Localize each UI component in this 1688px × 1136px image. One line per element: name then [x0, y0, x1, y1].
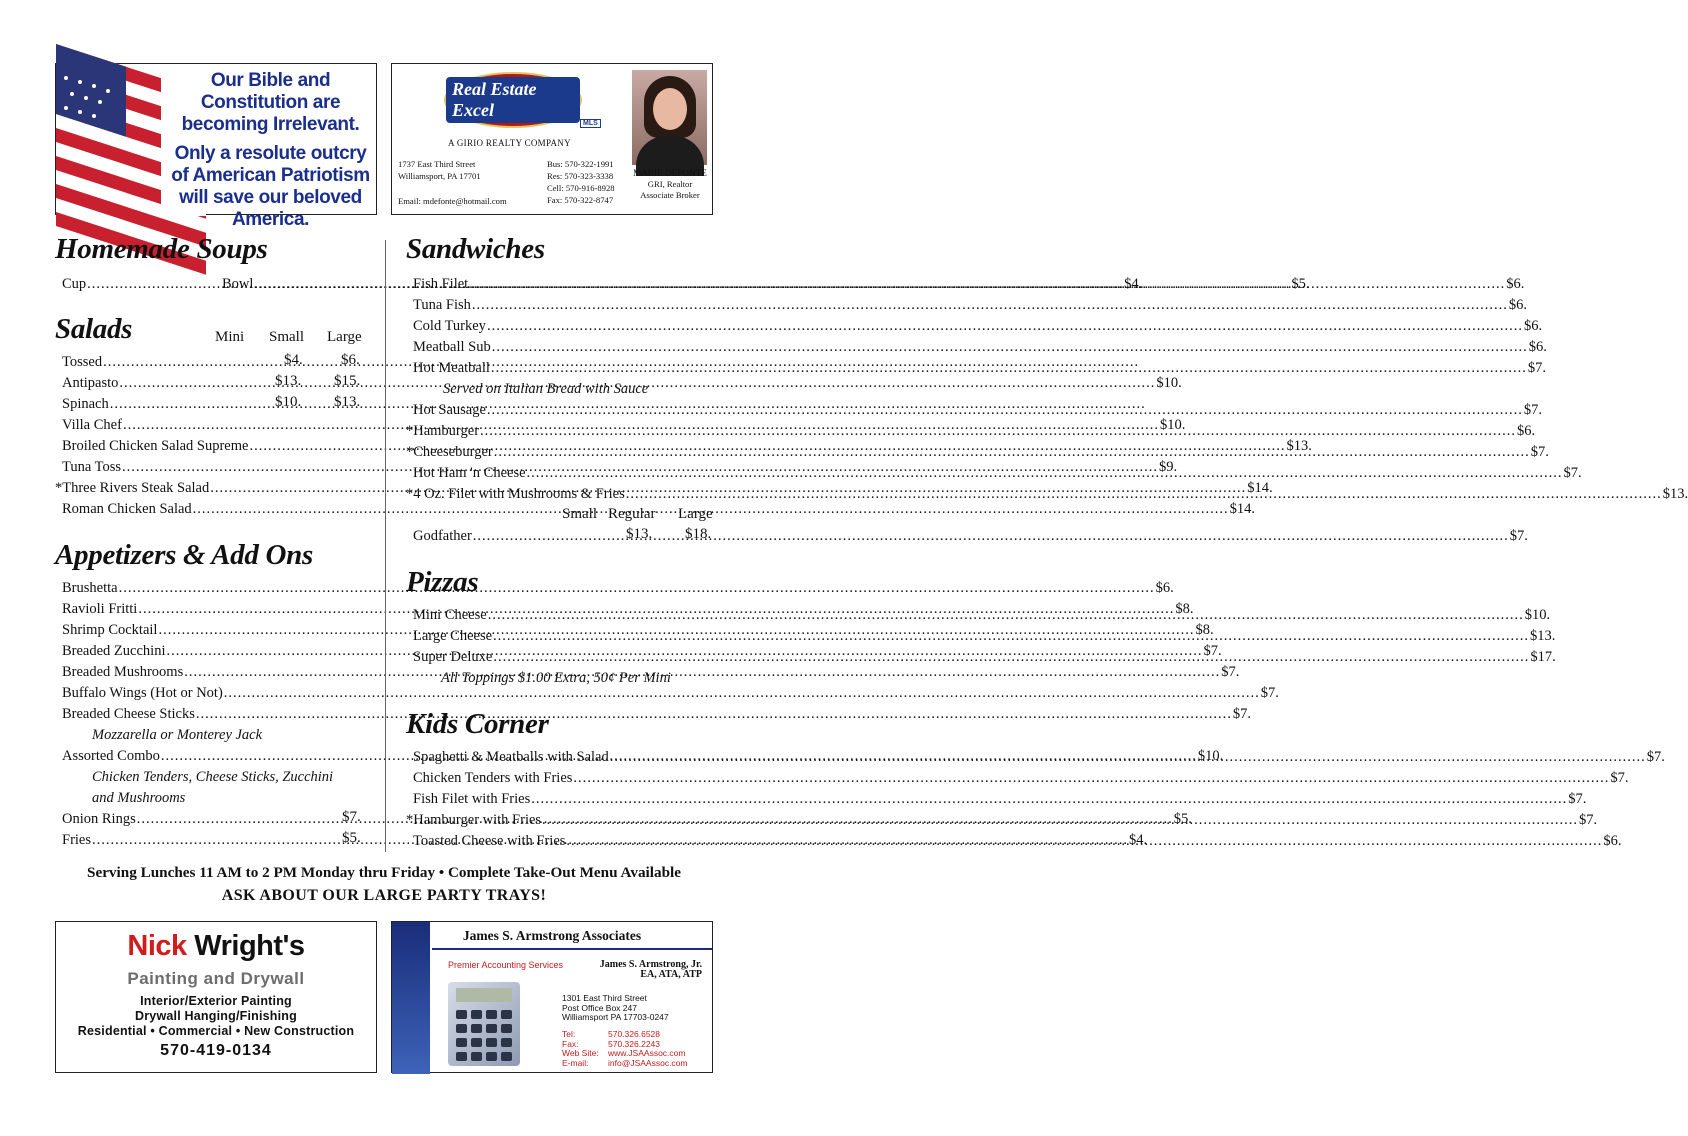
salads-col-mini: Mini	[215, 329, 245, 345]
soups-title: Homemade Soups	[55, 233, 268, 265]
item-price: $9.	[1159, 459, 1178, 475]
address-line-1: 1737 East Third Street	[398, 159, 476, 169]
service-line-1: Interior/Exterior Painting	[140, 994, 292, 1008]
godfather-col-regular: Regular	[608, 506, 656, 522]
phone-list	[547, 158, 615, 206]
item-price-large: $18.	[685, 526, 712, 542]
item-price-mini: $10.	[1156, 375, 1182, 391]
item-price: $4.	[1129, 832, 1148, 848]
sandwich-row	[413, 358, 1547, 378]
slogan-line-2: Only a resolute outcry of American Patriotism will save our beloved America.	[171, 143, 370, 230]
credentials-text: EA, ATA, ATP	[640, 969, 702, 980]
item-name: *4 Oz. Filet with Mushrooms & Fries	[406, 486, 625, 502]
service-line-2: Drywall Hanging/Finishing	[135, 1009, 297, 1023]
pizza-row	[413, 605, 1551, 625]
item-price: $6.	[1603, 833, 1622, 849]
real-estate-excel-logo	[444, 72, 582, 128]
mls-badge: MLS	[580, 119, 601, 128]
item-price: $7.	[1221, 664, 1240, 680]
cheese-sticks-note: Mozzarella or Monterey Jack	[92, 727, 263, 743]
nick-wright-logo	[56, 930, 376, 963]
item-price: $8.	[1175, 601, 1194, 617]
fax-number: Fax: 570-322-8747	[547, 195, 614, 205]
armstrong-contact	[562, 1030, 688, 1068]
item-price: $7.	[1646, 749, 1665, 765]
item-price-regular: $13.	[626, 526, 653, 542]
agent-email: Email: mdefonte@hotmail.com	[398, 196, 507, 206]
item-price: $7.	[1203, 643, 1222, 659]
item-name: Fries	[62, 832, 91, 848]
item-name: Cold Turkey	[413, 318, 486, 334]
item-price: $7.	[1563, 465, 1582, 481]
item-price-large: $7.	[342, 809, 361, 825]
item-price: $10.	[1197, 748, 1224, 764]
nick-wright-ad	[55, 921, 377, 1073]
email-link[interactable]: info@JSAAssoc.com	[608, 1057, 688, 1068]
kids-row	[413, 789, 1587, 809]
salad-row	[62, 352, 252, 372]
salads-col-small: Small	[269, 329, 305, 345]
item-price-small: $7.	[1509, 528, 1528, 544]
web-label: Web Site:	[562, 1048, 599, 1058]
item-price: $6.	[1517, 423, 1536, 439]
address-line-2: Williamsport, PA 17701	[398, 171, 481, 181]
item-price: $17.	[1530, 649, 1556, 665]
item-name: Breaded Zucchini	[62, 643, 166, 659]
column-divider	[385, 240, 386, 852]
item-name: Buffalo Wings (Hot or Not)	[62, 685, 223, 701]
item-price: $7.	[1527, 360, 1547, 376]
item-price-large: $5.	[342, 830, 361, 846]
item-price: $7.	[1260, 685, 1279, 701]
tel-value: 570.326.6528	[608, 1029, 660, 1039]
item-name: *Hamburger	[406, 423, 480, 439]
nick-phone: 570-419-0134	[160, 1042, 272, 1059]
godfather-col-small: Small	[562, 506, 598, 522]
salad-row	[62, 394, 252, 414]
item-price: $7.	[1610, 770, 1629, 786]
res-phone: Res: 570-323-3338	[547, 171, 614, 181]
item-price: $6.	[1523, 318, 1543, 334]
item-name: Chicken Tenders with Fries	[413, 770, 573, 786]
item-price: $7.	[1568, 791, 1587, 807]
agent-info	[632, 168, 708, 201]
item-price: $5.	[1291, 276, 1310, 292]
item-price: $4.	[1124, 276, 1143, 292]
godfather-col-large: Large	[678, 506, 713, 522]
appetizer-row	[62, 683, 1279, 703]
item-price: $8.	[1195, 622, 1214, 638]
name-text: James S. Armstrong, Jr.	[599, 959, 702, 970]
item-name: Spaghetti & Meatballs with Salad	[413, 749, 609, 765]
item-price: $7.	[1579, 812, 1598, 828]
item-price-large: $13.	[334, 394, 361, 410]
item-price: $6.	[1155, 580, 1174, 596]
item-price: $13.	[1286, 438, 1312, 454]
armstrong-address	[562, 994, 669, 1023]
real-estate-ad	[391, 63, 713, 215]
company-name: A GIRIO REALTY COMPANY	[448, 138, 571, 148]
accountant-name	[600, 960, 702, 980]
item-name: Brushetta	[62, 580, 118, 596]
item-name: Large Cheese	[413, 628, 493, 644]
item-name: Bowl	[222, 276, 254, 292]
item-name: Toasted Cheese with Fries	[413, 833, 566, 849]
address-line-1: 1301 East Third Street	[562, 993, 647, 1003]
lunch-hours-banner: Serving Lunches 11 AM to 2 PM Monday thru Friday • Complete Take-Out Menu Available	[87, 864, 681, 881]
service-line-3: Residential • Commercial • New Construction	[77, 1024, 355, 1038]
pizzas-title: Pizzas	[406, 566, 479, 598]
item-price: $14.	[1247, 480, 1273, 496]
cell-phone: Cell: 570-916-8928	[547, 183, 615, 193]
item-name: Hot Sausage	[413, 402, 486, 418]
nick-subtitle: Painting and Drywall	[127, 969, 305, 988]
item-name: Spinach	[62, 396, 109, 412]
slogan-line-1: Our Bible and Constitution are becoming Irrelevant.	[181, 70, 360, 135]
pizza-row	[413, 647, 1556, 667]
salads-title: Salads	[55, 313, 133, 345]
email-label: E-mail:	[562, 1057, 589, 1068]
sandwich-row	[413, 316, 1543, 336]
appetizers-title: Appetizers & Add Ons	[55, 539, 313, 571]
armstrong-ad	[391, 921, 713, 1073]
item-name: Fish Filet with Fries	[413, 791, 531, 807]
sandwich-row	[413, 337, 1547, 357]
item-price-small: $4.	[284, 352, 303, 368]
item-price: $7.	[1232, 706, 1252, 722]
item-name: Fish Filet	[413, 276, 469, 292]
item-price-small: $13.	[275, 373, 302, 389]
combo-note-1: Chicken Tenders, Cheese Sticks, Zucchini	[92, 769, 334, 785]
logo-first-name: Nick	[127, 930, 187, 962]
fax-value: 570.326.2243	[608, 1038, 660, 1049]
patriotism-ad	[55, 63, 377, 230]
italian-bread-note: Served on Italian Bread with Sauce	[443, 381, 649, 397]
sandwiches-title: Sandwiches	[406, 233, 545, 265]
toppings-note: All Toppings $1.00 Extra, 50¢ Per Mini	[441, 670, 671, 686]
calculator-image	[448, 982, 520, 1066]
item-name: Villa Chef	[62, 417, 122, 433]
agent-photo	[632, 70, 707, 165]
premier-tagline: Premier Accounting Services	[448, 960, 564, 970]
item-name: Antipasto	[62, 375, 119, 391]
item-price-small: $10.	[275, 394, 302, 410]
item-name: Tuna Fish	[413, 297, 471, 313]
item-name: Breaded Mushrooms	[62, 664, 184, 680]
address-line-3: Williamsport PA 17703-0247	[562, 1012, 669, 1022]
item-price-large: $15.	[334, 373, 361, 389]
item-price: $7.	[1530, 444, 1549, 460]
item-name: Meatball Sub	[413, 339, 491, 355]
fax-label: Fax:	[562, 1038, 579, 1049]
sandwich-row	[413, 400, 1543, 420]
item-price: $13.	[1530, 628, 1556, 644]
item-name: Onion Rings	[62, 811, 136, 827]
item-name: Mini Cheese	[413, 607, 487, 623]
item-name: Breaded Cheese Sticks	[62, 706, 195, 722]
party-trays-banner: ASK ABOUT OUR LARGE PARTY TRAYS!	[221, 887, 547, 904]
item-price: $6.	[1528, 339, 1547, 355]
item-name: Hot Meatball	[413, 360, 490, 376]
item-name: Shrimp Cocktail	[62, 622, 158, 638]
item-name: Godfather	[413, 528, 472, 544]
sandwich-row	[413, 463, 1582, 483]
item-name: Roman Chicken Salad	[62, 501, 192, 517]
item-price: $10.	[1159, 417, 1186, 433]
combo-note-2: and Mushrooms	[92, 790, 186, 806]
agent-title: GRI, Realtor	[647, 179, 693, 189]
item-price: $5.	[1173, 811, 1192, 827]
sandwich-row	[413, 295, 1528, 315]
armstrong-title: James S. Armstrong Associates	[462, 928, 642, 943]
item-name: Super Deluxe	[413, 649, 493, 665]
agent-name: MARIE DEFONTE	[633, 168, 707, 178]
item-name: *Three Rivers Steak Salad	[55, 480, 210, 496]
item-name: Hot Ham 'n Cheese	[413, 465, 526, 481]
item-name: Assorted Combo	[62, 748, 160, 764]
item-price: $6.	[1506, 276, 1525, 292]
logo-last-name: Wright's	[194, 930, 305, 962]
tel-label: Tel:	[562, 1029, 576, 1039]
logo-text: Real Estate Excel	[446, 77, 580, 123]
pizza-row	[413, 626, 1556, 646]
item-price: $7.	[1523, 402, 1543, 418]
item-name: Cup	[62, 276, 87, 292]
sandwich-row	[413, 274, 1525, 294]
bus-phone: Bus: 570-322-1991	[547, 159, 614, 169]
item-name: Ravioli Fritti	[62, 601, 138, 617]
item-price: $6.	[1508, 297, 1528, 313]
item-name: Tuna Toss	[62, 459, 122, 475]
office-address	[398, 158, 481, 182]
item-name: *Hamburger with Fries	[406, 812, 542, 828]
kids-row	[413, 768, 1629, 788]
item-name: Broiled Chicken Salad Supreme	[62, 438, 249, 454]
item-price: $10.	[1524, 607, 1551, 623]
kids-row	[406, 810, 1598, 830]
salads-col-large: Large	[327, 329, 362, 345]
title-rule	[432, 948, 712, 950]
item-name: *Cheeseburger	[406, 444, 493, 460]
kids-row	[413, 831, 1622, 851]
decorative-bar	[392, 922, 430, 1074]
address-line-2: Post Office Box 247	[562, 1002, 637, 1013]
item-price: $14.	[1229, 501, 1256, 517]
kids-title: Kids Corner	[406, 708, 549, 740]
agent-role: Associate Broker	[640, 190, 700, 200]
item-name: Tossed	[62, 354, 103, 370]
patriotism-slogan	[171, 70, 370, 231]
item-price-large: $6.	[341, 352, 360, 368]
item-price: $13.	[1662, 486, 1688, 502]
website-link[interactable]: www.JSAAssoc.com	[608, 1048, 686, 1058]
